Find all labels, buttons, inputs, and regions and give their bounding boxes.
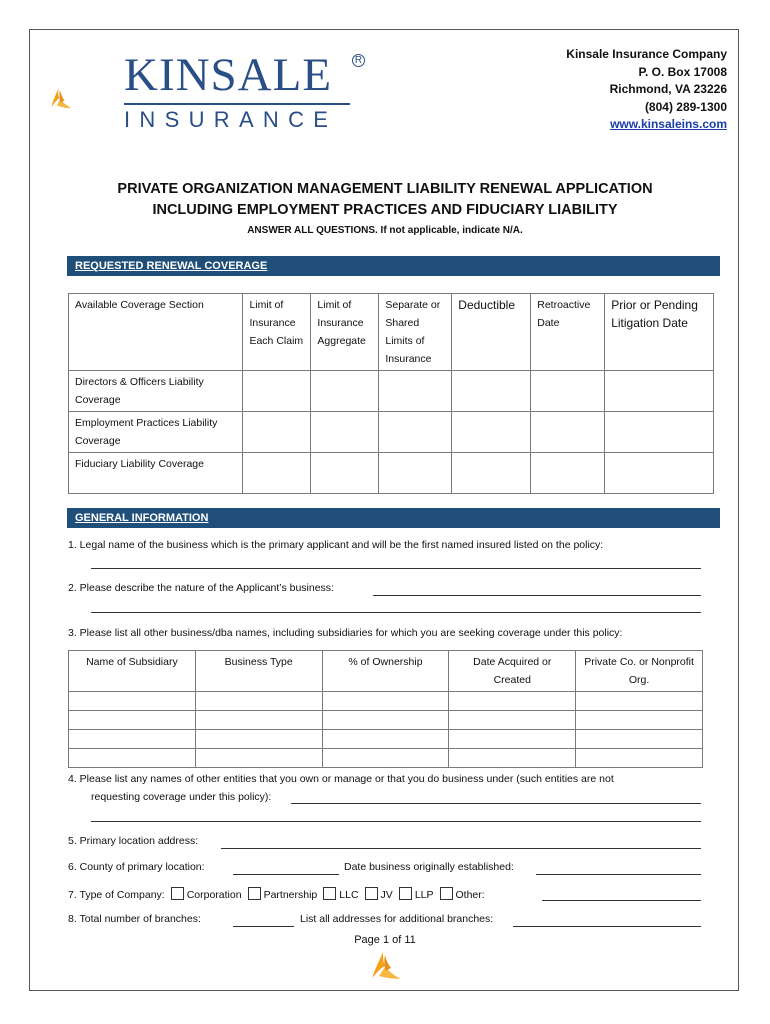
option-label: LLP	[414, 889, 434, 901]
renewal-coverage-table	[68, 293, 714, 494]
input-cell[interactable]	[195, 730, 322, 749]
input-cell[interactable]	[576, 692, 703, 711]
logo-subtext: INSURANCE	[124, 107, 338, 132]
checkbox-partnership[interactable]	[248, 887, 261, 900]
input-cell[interactable]	[379, 453, 452, 494]
q4-answer-line-2[interactable]	[91, 821, 701, 822]
question-8b: List all addresses for additional branches:	[300, 913, 494, 925]
q6b-answer-line[interactable]	[536, 874, 701, 875]
header-cell: Private Co. or Nonprofit Org.	[576, 651, 703, 692]
input-cell[interactable]	[195, 692, 322, 711]
header-cell: Name of Subsidiary	[69, 651, 196, 692]
kinsale-logo-icon	[51, 53, 131, 145]
input-cell[interactable]	[449, 692, 576, 711]
input-cell[interactable]	[605, 412, 714, 453]
header-cell: Prior or Pending Litigation Date	[605, 294, 714, 371]
footer-logo-icon	[370, 951, 402, 981]
input-cell[interactable]	[379, 371, 452, 412]
input-cell[interactable]	[69, 692, 196, 711]
q2-answer-line[interactable]	[373, 595, 701, 596]
input-cell[interactable]	[243, 412, 311, 453]
row-label: Directors & Officers Liability Coverage	[69, 371, 243, 412]
q6a-answer-line[interactable]	[233, 874, 339, 875]
question-6b: Date business originally established:	[344, 861, 514, 873]
question-6a: 6. County of primary location:	[68, 861, 205, 873]
table-row	[69, 692, 703, 711]
input-cell[interactable]	[243, 453, 311, 494]
option-label: Partnership	[263, 889, 318, 901]
city: Richmond, VA 23226	[609, 82, 727, 96]
page-title: PRIVATE ORGANIZATION MANAGEMENT LIABILITY RENEWAL APPLICATION	[117, 181, 653, 197]
checkbox-llc[interactable]	[323, 887, 336, 900]
header-cell: Separate or Shared Limits of Insurance	[379, 294, 452, 371]
input-cell[interactable]	[449, 749, 576, 768]
question-4-cont: requesting coverage under this policy):	[91, 791, 272, 803]
question-1: 1. Legal name of the business which is the primary applicant and will be the first named insured listed on the policy:	[68, 539, 604, 551]
q7-other-line[interactable]	[542, 900, 701, 901]
input-cell[interactable]	[322, 692, 449, 711]
input-cell[interactable]	[322, 730, 449, 749]
company-name: Kinsale Insurance Company	[566, 47, 727, 61]
logo-wordmark: KINSALE	[124, 49, 333, 101]
input-cell[interactable]	[379, 412, 452, 453]
input-cell[interactable]	[452, 412, 531, 453]
input-cell[interactable]	[449, 730, 576, 749]
section-header-general: GENERAL INFORMATION	[67, 508, 720, 528]
question-8a: 8. Total number of branches:	[68, 913, 201, 925]
logo-divider	[124, 103, 350, 105]
header-cell: Limit of Insurance Each Claim	[243, 294, 311, 371]
input-cell[interactable]	[195, 749, 322, 768]
input-cell[interactable]	[449, 711, 576, 730]
question-2: 2. Please describe the nature of the Applicant’s business:	[68, 582, 334, 594]
table-row	[69, 453, 714, 494]
option-label: LLC	[339, 889, 359, 901]
phone: (804) 289-1300	[644, 99, 727, 114]
q5-answer-line[interactable]	[221, 848, 701, 849]
po-box: P. O. Box 17008	[638, 64, 727, 79]
question-3: 3. Please list all other business/dba names, including subsidiaries for which you are seeking coverage under this policy:	[68, 627, 623, 639]
option-label: JV	[380, 889, 393, 901]
registered-mark-icon: R	[352, 54, 365, 67]
input-cell[interactable]	[322, 711, 449, 730]
row-label: Employment Practices Liability Coverage	[69, 412, 243, 453]
question-4: 4. Please list any names of other entities that you own or manage or that you do business under (such entities are not	[68, 773, 614, 785]
table-row	[69, 711, 703, 730]
header-cell: Business Type	[195, 651, 322, 692]
table-header-row	[69, 294, 714, 371]
checkbox-other[interactable]	[440, 887, 453, 900]
input-cell[interactable]	[69, 730, 196, 749]
table-row	[69, 371, 714, 412]
input-cell[interactable]	[243, 371, 311, 412]
input-cell[interactable]	[69, 711, 196, 730]
table-header-row	[69, 651, 703, 692]
q7-label: 7. Type of Company:	[68, 889, 165, 901]
option-label: Other:	[455, 889, 485, 901]
checkbox-corporation[interactable]	[171, 887, 184, 900]
page-number: Page 1 of 11	[354, 934, 416, 946]
input-cell[interactable]	[195, 711, 322, 730]
instructions: ANSWER ALL QUESTIONS. If not applicable, indicate N/A.	[247, 225, 523, 236]
website-link[interactable]: www.kinsaleins.com	[610, 117, 727, 131]
input-cell[interactable]	[311, 371, 379, 412]
subsidiary-table	[68, 650, 703, 768]
input-cell[interactable]	[531, 371, 605, 412]
input-cell[interactable]	[311, 412, 379, 453]
input-cell[interactable]	[322, 749, 449, 768]
section-header-renewal: REQUESTED RENEWAL COVERAGE	[67, 256, 720, 276]
q8a-answer-line[interactable]	[233, 926, 294, 927]
header-cell: Limit of Insurance Aggregate	[311, 294, 379, 371]
input-cell[interactable]	[605, 453, 714, 494]
header-cell: Available Coverage Section	[69, 294, 243, 371]
q1-answer-line[interactable]	[91, 568, 701, 569]
checkbox-llp[interactable]	[399, 887, 412, 900]
input-cell[interactable]	[605, 371, 714, 412]
q2-answer-line-2[interactable]	[91, 612, 701, 613]
q8b-answer-line[interactable]	[513, 926, 701, 927]
question-7	[68, 887, 485, 901]
input-cell[interactable]	[452, 371, 531, 412]
table-row	[69, 412, 714, 453]
header-cell: Retroactive Date	[531, 294, 605, 371]
header-cell: Deductible	[452, 294, 531, 371]
company-address	[566, 46, 727, 134]
row-label: Fiduciary Liability Coverage	[69, 453, 243, 494]
header-cell: % of Ownership	[322, 651, 449, 692]
option-label: Corporation	[186, 889, 242, 901]
page-subtitle: INCLUDING EMPLOYMENT PRACTICES AND FIDUCIARY LIABILITY	[152, 202, 618, 218]
input-cell[interactable]	[576, 730, 703, 749]
input-cell[interactable]	[69, 749, 196, 768]
input-cell[interactable]	[311, 453, 379, 494]
input-cell[interactable]	[576, 711, 703, 730]
header-cell: Date Acquired or Created	[449, 651, 576, 692]
table-row	[69, 749, 703, 768]
table-row	[69, 730, 703, 749]
input-cell[interactable]	[531, 453, 605, 494]
input-cell[interactable]	[531, 412, 605, 453]
input-cell[interactable]	[576, 749, 703, 768]
q4-answer-line[interactable]	[291, 803, 701, 804]
input-cell[interactable]	[452, 453, 531, 494]
question-5: 5. Primary location address:	[68, 835, 199, 847]
checkbox-jv[interactable]	[365, 887, 378, 900]
